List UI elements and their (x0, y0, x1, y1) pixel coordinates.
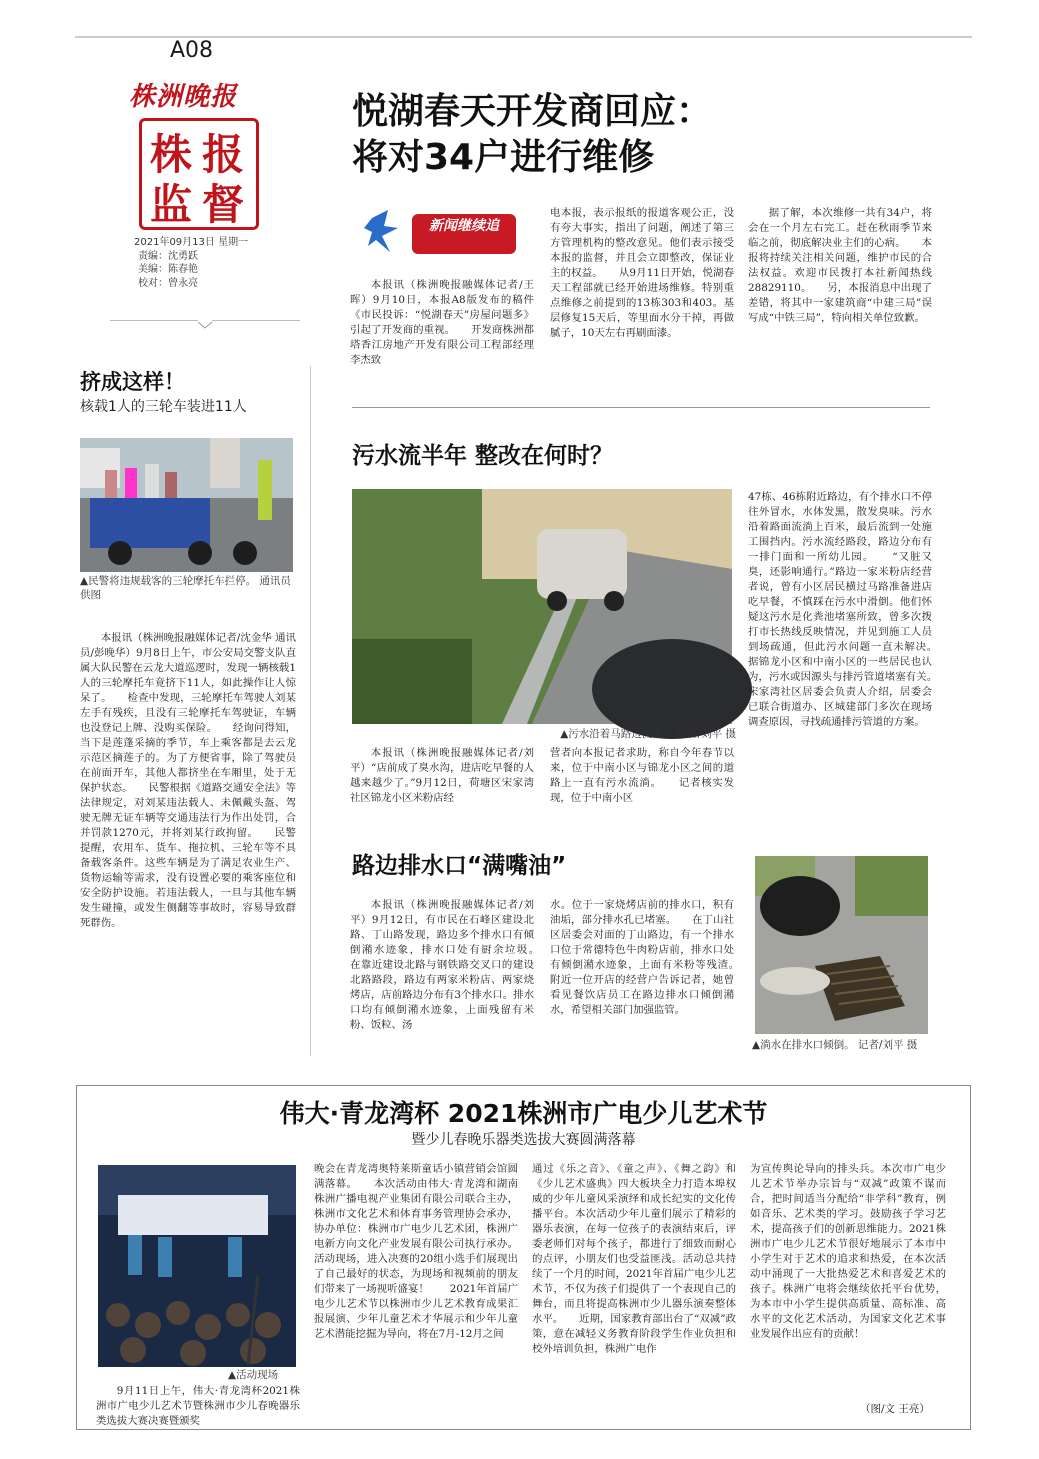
designer-credit: 美编：陈春艳 (138, 264, 198, 275)
story5-col-a: 9月11日上午，伟大·青龙湾杯2021株洲市广电少儿艺术节暨株洲市少儿春晚器乐类选拔大赛决赛暨颁奖 (96, 1385, 300, 1427)
story4-col-a: 本报讯（株洲晚报融媒体记者/刘平）9月12日，有市民在石峰区建设北路、丁山路发现，路边多个排水口有倾倒潲水迹象，排水口处有厨余垃圾。 在靠近建设北路与钢铁路交叉口的建设北路路段，路边有两家米粉店、两家烧烤店，店前路边分布有3个排水口。排水口均有倾倒潲水迹象，上面残留有米粉、饭粒、汤 (350, 899, 555, 1031)
story5-col-b: 晚会在青龙湾奥特莱斯童话小镇营销会馆圆满落幕。 本次活动由伟大·青龙湾和湖南株洲广播电视产业集团有限公司联合主办，株洲市文化艺术和体育事务管理协会承办，协办单位：株洲市广电少儿艺术团，株洲广电新方向文化产业发展有限公司执行承办。活动现场，进入决赛的20组小选手们展现出了自己最好的状态，为现场和视频前的朋友们带来了一场视听盛宴！ 2021年首届广电少儿艺术节以株洲市少儿艺术教育成果汇报展演、少年儿童艺术才华展示和少年儿童艺术潜能挖掘为导向，将在7月-12月之间 (314, 1163, 518, 1340)
sewage-road-photo (352, 489, 732, 724)
story2-body: 本报讯（株洲晚报融媒体记者/沈金华 通讯员/彭晚华）9月8日上午，市公安局交警支队直属大队民警在云龙大道巡逻时，发现一辆核载1人的三轮摩托车竟挤下11人，如此操作让人惊呆了。 检查中发现，三轮摩托车驾驶人刘某左手有残疾，且没有三轮摩托车驾驶证，车辆也没登记上牌、没购买保险。 经询问得知，当下是莲蓬采摘的季节，车上乘客都是去云龙示范区摘莲子的。为了方便省事，除了驾驶员在前面开车，其他人都挤坐在车厢里，处于无保护状态。 民警根据《道路交通安全法》等法律规定，对刘某违法载人、未佩戴头盔、驾驶无牌无证车辆等交通违法行为作出处罚，合并罚款1270元，并将刘某行政拘留。 民警提醒，农用车、货车、拖拉机、三轮车等不具备载客条件。这些车辆是为了满足农业生产、货物运输等需求，没有设置必要的乘客座位和安全防护设施。若违法载人，一旦与其他车辆发生碰撞，或发生侧翻等事故时，容易导致群死群伤。 (80, 632, 296, 929)
proofreader-credit: 校对：曾永亮 (138, 277, 198, 289)
story1-col2: 电本报，表示报纸的报道客观公正，没有夸大事实，指出了问题，阐述了第三方管理机构的整改意见。他们表示接受本报的监督，并且会立即整改，保证业主的权益。 从9月11日开始，悦湖春天工程部就已经开始进场维修。特别重点维修之前提到的13栋303和403。基层修复15天后，等里面水分干掉，再做腻子，10天左右再刷面漆。 (550, 207, 734, 339)
svg-text:督: 督 (202, 180, 245, 229)
svg-text:报: 报 (202, 130, 245, 179)
news-followup-badge (368, 206, 528, 260)
story5-col-d: 为宣传舆论导向的排头兵。本次市广电少儿艺术节举办宗旨与“双减”政策不谋而合，把时间适当分配给“非学科”教育，例如音乐、艺术类的学习。鼓励孩子学习艺术，提高孩子们的创新思维能力。2021株洲市广电少儿艺术节很好地展示了本市中小学生对于艺术的追求和热爱，在本次活动中涌现了一大批热爱艺术和喜爱艺术的孩子。株洲广电将会继续依托平台优势，为本市中小学生提供高质量、高标准、高水平的文化艺术活动，为国家文化艺术事业发展作出应有的贡献！ (750, 1163, 946, 1340)
story2-headline: 挤成这样！ (80, 370, 185, 394)
page-number: A08 (170, 38, 214, 63)
drain-outlet-photo (755, 856, 928, 1034)
chevron-down-icon (198, 314, 212, 322)
event-scene-photo (98, 1165, 296, 1367)
feature-seal (139, 118, 259, 230)
story5-col-c: 通过《乐之音》、《童之声》、《舞之韵》和《少儿艺术盛典》四大板块全力打造本埠权威的少年儿童风采演绎和成长纪实的文化传播平台。本次活动少年儿童们展示了精彩的器乐表演，在每一位孩子的表演结束后，评委老师们对每个孩子，都进行了细致而耐心的点评，小朋友们也受益匪浅。活动总共持续了一个月的时间，2021年首届广电少儿艺术节，不仅为孩子们提供了一个表现自己的舞台，而且将提高株洲市少儿器乐演奏整体水平。 近期，国家教育部出台了“双减”政策，意在减轻义务教育阶段学生作业负担和校外培训负担，株洲广电作 (532, 1163, 736, 1355)
story3-col-c: 47栋、46栋附近路边，有个排水口不停往外冒水，水体发黑，散发臭味。污水沿着路面流淌上百米，最后流到一处施工围挡内。污水流经路段，路边分布有一排门面和一所幼儿园。 “又脏又臭，还影响通行。”路边一家米粉店经营者说，曾有小区居民横过马路准备进店吃早餐，不慎踩在污水中滑倒。他们怀疑这污水是化粪池堵塞所致，曾多次拨打市长热线反映情况，并见到施工人员到场疏通，但此污水问题一直未解决。 据锦龙小区和中南小区的一些居民也认为，污水或因源头与排污管道堵塞有关。 宋家湾社区居委会负责人介绍，居委会已联合街道办、区城建部门多次在现场调查原因，寻找疏通排污管道的方案。 (748, 491, 953, 728)
column-rule (310, 366, 311, 1056)
story1-headline-line1: 悦湖春天开发商回应： (352, 91, 713, 132)
story5-subhead: 暨少儿春晚乐器类选拔大赛圆满落幕 (411, 1132, 636, 1148)
tricycle-photo (80, 438, 293, 572)
issue-date: 2021年09月13日 星期一 (134, 237, 249, 248)
story2-subhead: 核载1人的三轮车装进11人 (80, 399, 247, 415)
story1-col3: 据了解，本次维修一共有34户，将会在一个月左右完工。赶在秋雨季节来临之前，彻底解决业主们的心病。 本报将持续关注相关问题，维护市民的合法权益。欢迎市民拨打本社新闻热线28829110。 另，本报消息中出现了差错，将其中一家建筑商“中建三局”误写成“中铁三局”，特向相关单位致歉。 (748, 207, 932, 324)
story5-caption: ▲活动现场 (228, 1369, 279, 1381)
story3-col-a: 本报讯（株洲晚报融媒体记者/刘平）“店前成了臭水沟，进店吃早餐的人越来越少了。”9月12日，荷塘区宋家湾社区锦龙小区米粉店经 (350, 747, 534, 804)
story1-col1: 本报讯（株洲晚报融媒体记者/王晖）9月10日，本报A8版发布的稿件《市民投诉：“悦湖春天”房屋问题多》引起了开发商的重视。 开发商株洲都塔香江房地产开发有限公司工程部经理李杰致 (350, 279, 534, 366)
story4-col-b: 水。位于一家烧烤店前的排水口，积有油垢，部分排水孔已堵塞。 在丁山社区居委会对面的丁山路边，有一个排水口位于常德特色牛肉粉店前，排水口处有倾倒潲水迹象，上面有米粉等残渣。 附近一位开店的经营户告诉记者，她曾看见餐饮店员工在路边排水口倾倒潲水，希望相关部门加强监管。 (550, 899, 755, 1016)
story1-headline-line2: 将对34户进行维修 (352, 137, 655, 178)
seal-glyphs (142, 121, 256, 227)
editor-credit: 责编：沈勇跃 (138, 250, 198, 262)
story2-caption: ▲民警将违规载客的三轮摩托车拦停。 通讯员供图 (80, 575, 291, 601)
svg-text:株: 株 (150, 130, 193, 179)
story4-caption: ▲淌水在排水口倾倒。 记者/刘平 摄 (752, 1039, 918, 1051)
story3-headline: 污水流半年 整改在何时？ (352, 443, 614, 469)
story1-bottom-rule (352, 407, 930, 408)
badge-label: 新闻继续追 (429, 218, 499, 234)
svg-text:监: 监 (150, 180, 193, 229)
story3-col-b: 营者向本报记者求助，称自今年春节以来，位于中南小区与锦龙小区之间的道路上一直有污水流淌。 记者核实发现，位于中南小区 (550, 747, 734, 804)
credits-block (134, 236, 274, 290)
divider-right (212, 320, 300, 321)
story5-byline: （图/文 王亮） (860, 1403, 930, 1415)
divider-left (110, 320, 198, 321)
story4-headline: 路边排水口“满嘴油” (352, 853, 567, 879)
section-logo: 株洲晚报 (129, 82, 238, 112)
story5-headline: 伟大·青龙湾杯 2021株洲市广电少儿艺术节 (279, 1099, 768, 1128)
story3-caption: ▲污水沿着马路边流淌。 记者/刘平 摄 (560, 728, 736, 740)
